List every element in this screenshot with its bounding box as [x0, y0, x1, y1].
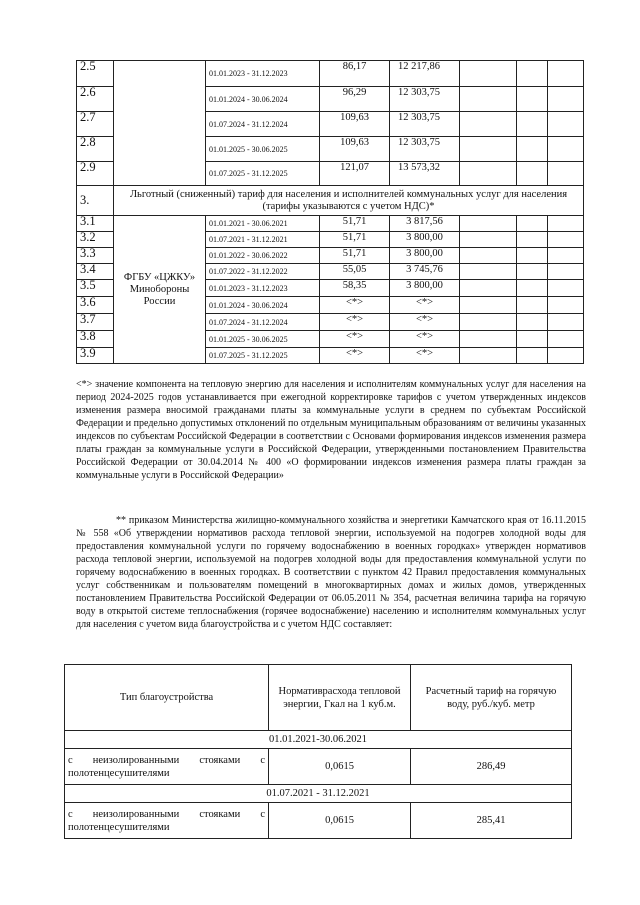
value-cell: 3 800,00 [390, 248, 460, 264]
period-cell: 01.07.2024 - 31.12.2024 [206, 112, 320, 137]
value-cell: 109,63 [320, 112, 390, 137]
value-cell: 12 303,75 [390, 137, 460, 162]
row-number: 3.4 [77, 264, 114, 280]
value-cell: 3 800,00 [390, 280, 460, 297]
row-number: 3.3 [77, 248, 114, 264]
norm-value: 0,0615 [269, 803, 411, 839]
period-label: 01.07.2021 - 31.12.2021 [65, 785, 572, 803]
row-number: 2.8 [77, 137, 114, 162]
org-cell-empty [114, 61, 206, 186]
row-number: 3.7 [77, 314, 114, 331]
value-cell: 3 800,00 [390, 232, 460, 248]
value-cell: 86,17 [320, 61, 390, 87]
row-number: 2.5 [77, 61, 114, 87]
tariff-table [76, 60, 584, 364]
table-row [65, 749, 572, 785]
period-row [65, 785, 572, 803]
value-cell: <*> [390, 348, 460, 364]
header-tariff: Расчетный тариф на горячую воду, руб./куб. метр [411, 665, 572, 731]
tariff-value: 285,41 [411, 803, 572, 839]
period-cell: 01.01.2023 - 31.12.2023 [206, 61, 320, 87]
period-cell: 01.07.2025 - 31.12.2025 [206, 162, 320, 186]
header-norm: Нормативрасхода тепловой энергии, Гкал на 1 куб.м. [269, 665, 411, 731]
value-cell: <*> [320, 314, 390, 331]
row-number: 2.6 [77, 87, 114, 112]
footnote-double-star: ** приказом Министерства жилищно-коммунального хозяйства и энергетики Камчатского края от 16.11.2015 № 558 «Об утверждении нормативов расхода тепловой энергии, используемой на подогрев холодной воды для предоставления коммунальной услуги по горячему водоснабжению в военных городках» утвержден нормативов расхода тепловой энергии, используемой на подогрев холодной воды для предоставления коммунальной услуги по горячему водоснабжению в военных городках. В соответствии с пунктом 42 Правил предоставления коммунальных услуг собственникам и пользователям помещений в многоквартирных домах и жилых домов, утвержденных постановлением Правительства Российской Федерации от 06.05.2011 № 354, расчетная величина тарифа на горячую воду в открытой системе теплоснабжения (горячее водоснабжение) населению и исполнителям коммунальных услуг для населения с учетом вида благоустройства и с учетом НДС составляет: [76, 515, 586, 630]
period-cell: 01.01.2021 - 30.06.2021 [206, 216, 320, 232]
period-cell: 01.01.2024 - 30.06.2024 [206, 297, 320, 314]
value-cell: 121,07 [320, 162, 390, 186]
row-number: 3.9 [77, 348, 114, 364]
value-cell: 3 817,56 [390, 216, 460, 232]
section-number: 3. [77, 186, 114, 216]
value-cell: 51,71 [320, 216, 390, 232]
value-cell: 12 217,86 [390, 61, 460, 87]
period-cell: 01.07.2024 - 31.12.2024 [206, 314, 320, 331]
period-cell: 01.01.2023 - 31.12.2023 [206, 280, 320, 297]
row-number: 3.6 [77, 297, 114, 314]
footnote-star: <*> значение компонента на тепловую энергию для населения и исполнителям коммунальных услуг для населения на период 2024-2025 годов устанавливается при ежегодной корректировке тарифов с учетом утвержденных индексов изменения размера вносимой гражданами платы за коммунальные услуги в среднем по субъектам Российской Федерации и предельно допустимых отклонений по отдельным муниципальным образованиям от величины указанных индексов по субъектам Российской Федерации в соответствии с Основами формирования индексов изменения размера платы граждан за коммунальные услуги в Российской Федерации, утвержденными постановлением Правительства Российской Федерации от 30.04.2014 № 400 «О формировании индексов изменения размера платы граждан за коммунальные услуги в Российской Федерации» [76, 379, 586, 481]
value-cell: <*> [390, 297, 460, 314]
value-cell: 51,71 [320, 248, 390, 264]
value-cell: 13 573,32 [390, 162, 460, 186]
hot-water-tariff-table [64, 664, 572, 839]
period-cell: 01.01.2022 - 30.06.2022 [206, 248, 320, 264]
value-cell: <*> [320, 331, 390, 348]
period-label: 01.01.2021-30.06.2021 [65, 731, 572, 749]
organization-name: ФГБУ «ЦЖКУ» Минобороны России [114, 216, 206, 364]
header-row [65, 665, 572, 731]
period-row [65, 731, 572, 749]
value-cell: <*> [320, 297, 390, 314]
row-number: 3.1 [77, 216, 114, 232]
section-title: Льготный (сниженный) тариф для населения и исполнителей коммунальных услуг для населения (тарифы указываются с учетом НДС)* [114, 186, 584, 216]
value-cell: <*> [390, 314, 460, 331]
row-number: 3.2 [77, 232, 114, 248]
period-cell: 01.01.2025 - 30.06.2025 [206, 137, 320, 162]
value-cell: 12 303,75 [390, 87, 460, 112]
norm-value: 0,0615 [269, 749, 411, 785]
tariff-value: 286,49 [411, 749, 572, 785]
table-row [65, 803, 572, 839]
value-cell: 12 303,75 [390, 112, 460, 137]
value-cell: <*> [390, 331, 460, 348]
value-cell: 96,29 [320, 87, 390, 112]
period-cell: 01.07.2022 - 31.12.2022 [206, 264, 320, 280]
table-row [77, 61, 584, 87]
row-number: 3.8 [77, 331, 114, 348]
value-cell: 58,35 [320, 280, 390, 297]
value-cell: 55,05 [320, 264, 390, 280]
header-type: Тип благоустройства [65, 665, 269, 731]
period-cell: 01.07.2025 - 31.12.2025 [206, 348, 320, 364]
amenity-type: с неизолированными стояками с полотенцесушителями [65, 749, 269, 785]
value-cell: 109,63 [320, 137, 390, 162]
amenity-type: с неизолированными стояками с полотенцесушителями [65, 803, 269, 839]
period-cell: 01.01.2025 - 30.06.2025 [206, 331, 320, 348]
row-number: 2.9 [77, 162, 114, 186]
table-row [77, 216, 584, 232]
value-cell: 3 745,76 [390, 264, 460, 280]
section-header-row [77, 186, 584, 216]
value-cell: 51,71 [320, 232, 390, 248]
row-number: 2.7 [77, 112, 114, 137]
period-cell: 01.01.2024 - 30.06.2024 [206, 87, 320, 112]
period-cell: 01.07.2021 - 31.12.2021 [206, 232, 320, 248]
value-cell: <*> [320, 348, 390, 364]
row-number: 3.5 [77, 280, 114, 297]
